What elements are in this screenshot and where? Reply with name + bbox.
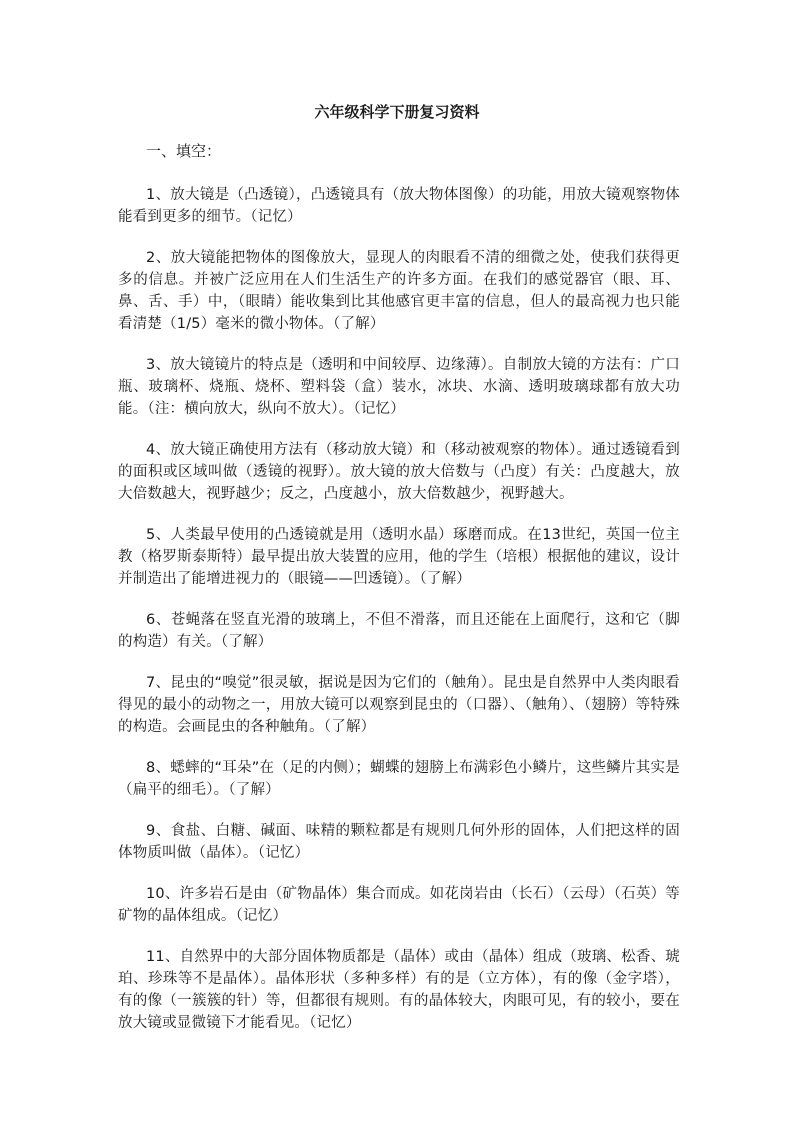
section-heading: 一、填空： (146, 142, 222, 160)
paragraph-10: 10、许多岩石是由（矿物晶体）集合而成。如花岗岩由（长石）（云母）（石英）等矿物的晶体组成。（记忆） (118, 886, 680, 924)
paragraph-2: 2、放大镜能把物体的图像放大，显现人的肉眼看不清的细微之处，使我们获得更多的信息。并被广泛应用在人们生活生产的许多方面。在我们的感觉器官（眼、耳、鼻、舌、手）中，（眼睛）能收集到比其他感官更丰富的信息，但人的最高视力也只能看清楚（1/5）毫米的微小物体。（了解） (118, 250, 680, 332)
paragraph-8: 8、蟋蟀的“耳朵”在（足的内侧）；蝴蝶的翅膀上布满彩色小鳞片，这些鳞片其实是（扁平的细毛）。（了解） (118, 760, 680, 798)
paragraph-3: 3、放大镜镜片的特点是（透明和中间较厚、边缘薄）。自制放大镜的方法有：广口瓶、玻璃杯、烧瓶、烧杯、塑料袋（盒）装水，冰块、水滴、透明玻璃球都有放大功能。（注：横向放大，纵向不放大）。（记忆） (118, 357, 680, 417)
paragraph-7: 7、昆虫的“嗅觉”很灵敏，据说是因为它们的（触角）。昆虫是自然界中人类肉眼看得见的最小的动物之一，用放大镜可以观察到昆虫的（口器）、（触角）、（翅膀）等特殊的构造。会画昆虫的各种触角。（了解） (118, 675, 680, 735)
paragraph-1: 1、放大镜是（凸透镜），凸透镜具有（放大物体图像）的功能，用放大镜观察物体能看到更多的细节。（记忆） (118, 187, 680, 225)
paragraph-11: 11、自然界中的大部分固体物质都是（晶体）或由（晶体）组成（玻璃、松香、琥珀、珍珠等不是晶体）。晶体形状（多种多样）有的是（立方体），有的像（金字塔），有的像（一簇簇的针）等，但都很有规则。有的晶体较大，肉眼可见，有的较小，要在放大镜或显微镜下才能看见。（记忆） (118, 949, 680, 1031)
paragraph-5: 5、人类最早使用的凸透镜就是用（透明水晶）琢磨而成。在13世纪，英国一位主教（格罗斯泰斯特）最早提出放大装置的应用，他的学生（培根）根据他的建议，设计并制造出了能增进视力的（眼镜——凹透镜）。（了解） (118, 527, 680, 587)
paragraph-4: 4、放大镜正确使用方法有（移动放大镜）和（移动被观察的物体）。通过透镜看到的面积或区域叫做（透镜的视野）。放大镜的放大倍数与（凸度）有关：凸度越大，放大倍数越大，视野越少；反之，凸度越小，放大倍数越少，视野越大。 (118, 442, 680, 502)
document-body (118, 140, 680, 1053)
document-title: 六年级科学下册复习资料 (314, 103, 480, 121)
paragraph-9: 9、食盐、白糖、碱面、味精的颗粒都是有规则几何外形的固体，人们把这样的固体物质叫做（晶体）。（记忆） (118, 823, 680, 861)
paragraph-6: 6、苍蝇落在竖直光滑的玻璃上，不但不滑落，而且还能在上面爬行，这和它（脚的构造）有关。（了解） (118, 612, 680, 650)
